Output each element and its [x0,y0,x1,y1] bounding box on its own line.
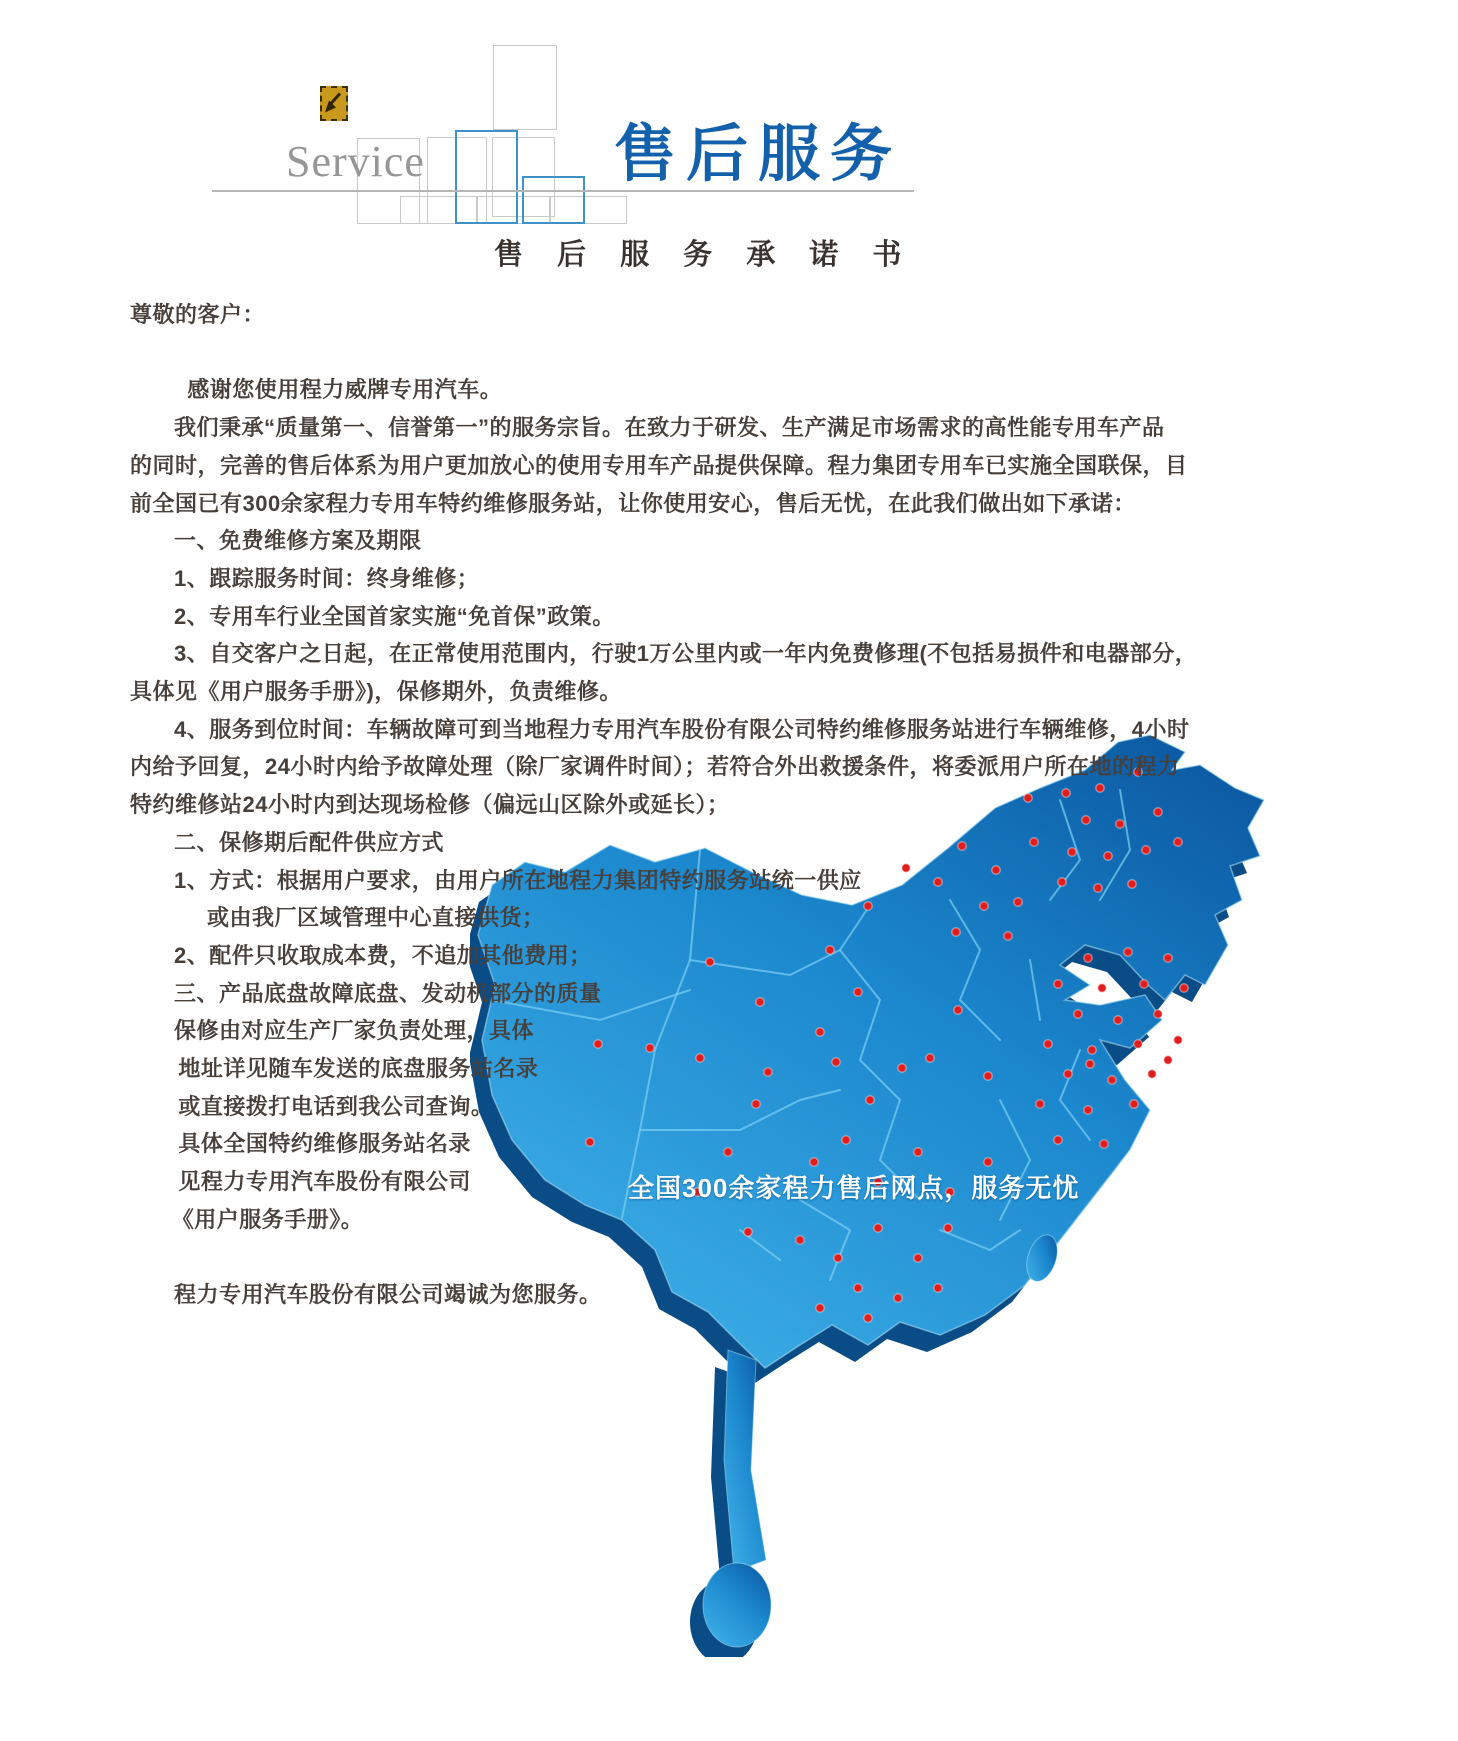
arrow-down-left-icon [320,86,348,121]
body-line: 特约维修站24小时内到达现场检修（偏远山区除外或延长）； [130,792,730,818]
body-line: 一、免费维修方案及期限 [174,528,422,554]
body-line: 前全国已有300余家程力专用车特约维修服务站，让你使用安心，售后无忧，在此我们做出如下承诺： [130,490,1136,516]
body-line: 尊敬的客户： [130,302,266,327]
body-line: 感谢您使用程力威牌专用汽车。 [187,377,503,403]
body-line: 我们秉承“质量第一、信誉第一”的服务宗旨。在致力于研发、生产满足市场需求的高性能专用车产品 [174,415,1165,441]
body-line: 或由我厂区域管理中心直接供货； [207,905,545,931]
body-line [130,334,1345,372]
body-line: 程力专用汽车股份有限公司竭诚为您服务。 [174,1282,602,1308]
body-text [130,296,1345,1314]
body-line: 二、保修期后配件供应方式 [174,829,445,855]
body-line: 3、自交客户之日起，在正常使用范围内，行驶1万公里内或一年内免费修理(不包括易损件和电器部分， [174,641,1198,667]
body-line: 或直接拨打电话到我公司查询。 [178,1093,494,1119]
brand-title: 售后服务 [614,120,903,189]
body-line: 1、方式：根据用户要求，由用户所在地程力集团特约服务站统一供应 [174,867,862,893]
service-label: Service [286,137,425,186]
body-line: 2、专用车行业全国首家实施“免首保”政策。 [174,603,615,629]
body-line: 2、配件只收取成本费，不追加其他费用； [174,942,592,968]
map-hainan [703,1563,771,1647]
body-line: 具体见《用户服务手册》)，保修期外，负责维修。 [130,679,622,705]
body-line: 1、跟踪服务时间：终身维修； [174,565,480,591]
body-line: 三、产品底盘故障底盘、发动机部分的质量 [174,980,602,1006]
body-line: 《用户服务手册》。 [171,1206,364,1232]
body-line: 地址详见随车发送的底盘服务站名录 [178,1056,539,1082]
body-line: 的同时，完善的售后体系为用户更加放心的使用专用车产品提供保障。程力集团专用车已实施全国联保，目 [130,452,1188,478]
service-dot [864,1314,872,1322]
decor-square-blue [522,176,585,224]
body-line [130,1239,1345,1277]
decor-square [493,45,557,130]
body-line: 内给予回复，24小时内给予故障处理（除厂家调件时间）；若符合外出救援条件，将委派用户所在地的程力 [130,754,1180,780]
body-line: 4、服务到位时间：车辆故障可到当地程力专用汽车股份有限公司特约维修服务站进行车辆维修，4小时 [174,716,1190,742]
decor-square-blue [455,130,518,224]
page-title: 售 后 服 务 承 诺 书 [494,239,915,271]
body-line: 具体全国特约维修服务站名录 [178,1131,471,1157]
body-line: 保修由对应生产厂家负责处理，具体 [174,1018,535,1044]
body-line: 见程力专用汽车股份有限公司 [178,1169,471,1195]
map-label: 全国300余家程力售后网点，服务无忧 [628,1173,1080,1203]
